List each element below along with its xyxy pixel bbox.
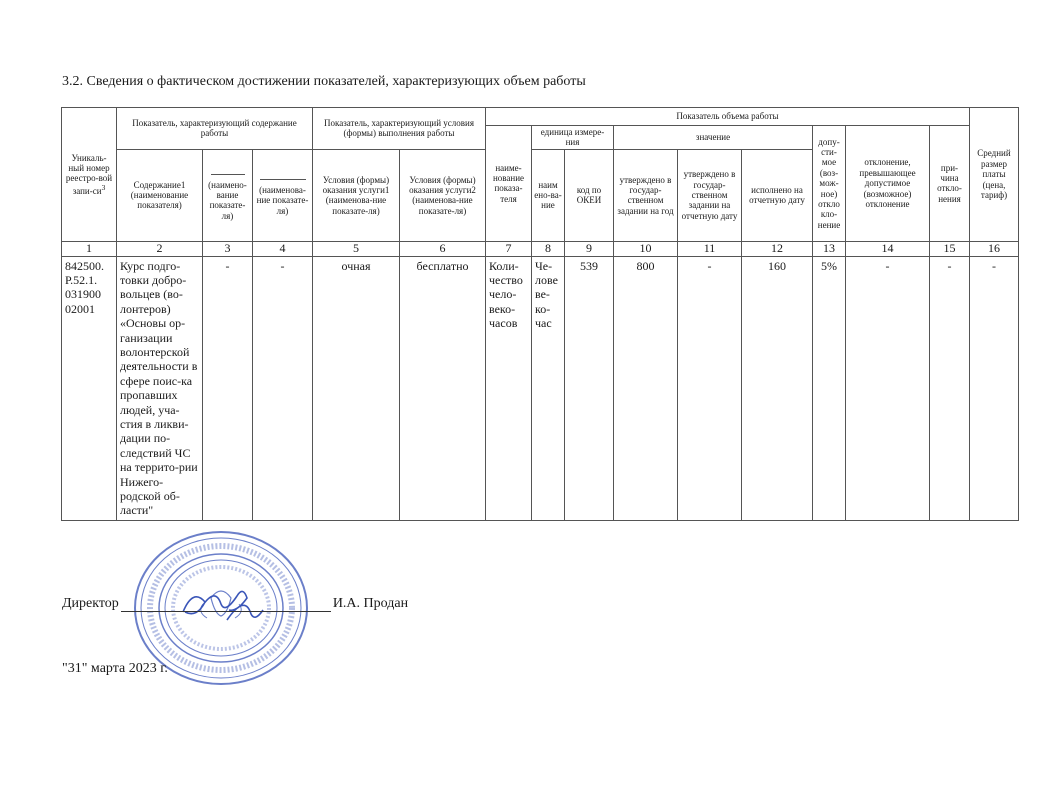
table-row — [62, 256, 1019, 520]
header-indicator-name: наиме-нование показа-теля — [486, 126, 532, 242]
content-3-value: - — [253, 256, 313, 520]
condition-1-value: очная — [313, 256, 400, 520]
executed-date-value: 160 — [742, 256, 813, 520]
header-volume-indicator: Показатель объема работы — [486, 108, 970, 126]
header-unit-name: наим ено-ва-ние — [532, 149, 565, 241]
avg-fee-value: - — [970, 256, 1019, 520]
column-number: 1 — [62, 241, 117, 256]
column-number: 3 — [203, 241, 253, 256]
column-number: 2 — [117, 241, 203, 256]
indicator-name-value: Коли-чество чело-веко-часов — [486, 256, 532, 520]
header-deviation-reason: при-чина откло-нения — [930, 126, 970, 242]
deviation-exceeding-value: - — [846, 256, 930, 520]
header-content2: (наимено-вание показате-ля) — [203, 149, 253, 241]
column-number: 9 — [565, 241, 614, 256]
header-value: значение — [614, 126, 813, 150]
content-1-value: Курс подго-товки добро-вольцев (во-лонтеров) «Основы ор-ганизации волонтерской деятельности в сфере поис-ка пропавших людей, уча-стия в ликви-дации по-следствий ЧС на террито-рии Нижего-родской об-ласти" — [117, 256, 203, 520]
column-number: 14 — [846, 241, 930, 256]
header-okei-code: код по ОКЕИ — [565, 149, 614, 241]
header-avg-fee: Средний размер платы (цена, тариф) — [970, 108, 1019, 242]
header-content-indicator: Показатель, характеризующий содержание работы — [117, 108, 313, 150]
registry-number: 842500. Р.52.1. 031900 02001 — [62, 256, 117, 520]
column-number: 8 — [532, 241, 565, 256]
header-condition1: Условия (формы) оказания услуги1 (наименова-ние показате-ля) — [313, 149, 400, 241]
unit-name-value: Че-лове ве-ко-час — [532, 256, 565, 520]
column-number: 11 — [678, 241, 742, 256]
report-table — [61, 107, 1019, 521]
column-number: 5 — [313, 241, 400, 256]
column-number: 12 — [742, 241, 813, 256]
director-title: Директор — [62, 596, 119, 611]
blank-line — [260, 179, 306, 180]
blank-line — [211, 174, 245, 175]
okei-code-value: 539 — [565, 256, 614, 520]
column-number: 7 — [486, 241, 532, 256]
approved-date-value: - — [678, 256, 742, 520]
column-number: 15 — [930, 241, 970, 256]
header-executed-date: исполнено на отчетную дату — [742, 149, 813, 241]
header-unique-number: Уникаль-ный номер реестро-вой запи-$си^3$ — [62, 108, 117, 242]
document-date: "31" марта 2023 г. — [62, 661, 168, 676]
header-conditions-indicator: Показатель, характеризующий условия (формы) выполнения работы — [313, 108, 486, 150]
condition-2-value: бесплатно — [400, 256, 486, 520]
deviation-reason-value: - — [930, 256, 970, 520]
director-name: И.А. Продан — [332, 596, 409, 611]
column-number-row — [62, 241, 1019, 256]
header-unit: единица измере-ния — [532, 126, 614, 150]
column-number: 6 — [400, 241, 486, 256]
header-deviation-exceeding: отклонение, превышающее допустимое (возможное) отклонение — [846, 126, 930, 242]
header-condition2: Условия (формы) оказания услуги2 (наименова-ние показате-ля) — [400, 149, 486, 241]
approved-year-value: 800 — [614, 256, 678, 520]
column-number: 10 — [614, 241, 678, 256]
column-number: 16 — [970, 241, 1019, 256]
header-content3: (наименова-ние показате-ля) — [253, 149, 313, 241]
content-2-value: - — [203, 256, 253, 520]
header-content1: Содержание1 (наименование показателя) — [117, 149, 203, 241]
section-title: 3.2. Сведения о фактическом достижении показателей, характеризующих объем работы — [62, 74, 586, 89]
header-approved-year: утверждено в государ-ственном задании на год — [614, 149, 678, 241]
header-approved-date: утверждено в государ-ственном задании на отчетную дату — [678, 149, 742, 241]
signature-block — [62, 596, 408, 612]
signature-line — [121, 597, 331, 612]
allowed-deviation-value: 5% — [813, 256, 846, 520]
column-number: 4 — [253, 241, 313, 256]
header-allowed-deviation: допу-сти-мое (воз-мож-ное) откло кло-нение — [813, 126, 846, 242]
column-number: 13 — [813, 241, 846, 256]
